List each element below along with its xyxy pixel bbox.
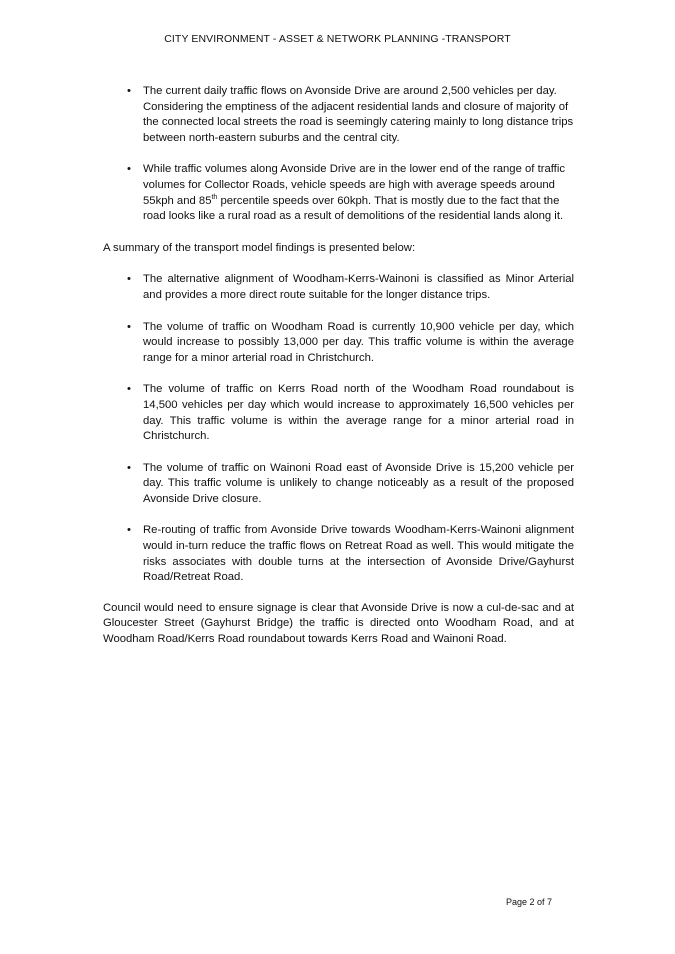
bullet-icon: • (127, 524, 131, 537)
summary-intro: A summary of the transport model findings is presented below: (103, 241, 416, 254)
list-item-text: The volume of traffic on Wainoni Road east of Avonside Drive is 15,200 vehicle per day. This traffic volume is unlikely to change noticeably as a result of the proposed Avonside Drive closure. (143, 461, 574, 505)
list-item-text-part: While traffic volumes along Avonside Drive are in the lower end of the range of traffic volumes for Collector Roads, vehicle speeds are high with average speeds around 55kph and 85 (143, 163, 565, 207)
document-body (103, 84, 574, 648)
list-item-text: Re-routing of traffic from Avonside Drive towards Woodham-Kerrs-Wainoni alignment would in-turn reduce the traffic flows on Retreat Road as well. This would mitigate the risks associates with double turns at the intersection of Avonside Drive/Gayhurst Road/Retreat Road. (143, 524, 574, 584)
list-item (103, 84, 574, 146)
list-item (103, 523, 574, 585)
list-item (103, 320, 574, 367)
bullet-icon: • (127, 85, 131, 97)
bullet-icon: • (127, 163, 131, 176)
bullet-icon: • (127, 273, 131, 286)
bullet-list-findings (103, 272, 574, 586)
list-item-text: The volume of traffic on Woodham Road is currently 10,900 vehicle per day, which would increase to possibly 13,000 per day. This traffic volume is within the average range for a minor arterial road in Christchurch. (143, 320, 574, 364)
list-item-text: The alternative alignment of Woodham-Kerrs-Wainoni is classified as Minor Arterial and provides a more direct route suitable for the longer distance trips. (143, 273, 574, 301)
bullet-icon: • (127, 320, 131, 333)
superscript: th (211, 193, 218, 201)
list-item-text-part: percentile speeds over 60kph. That is mostly due to the fact that the road looks like a rural road as a result of demolitions of the residential lands along it. (143, 194, 564, 223)
list-item-text: The volume of traffic on Kerrs Road north of the Woodham Road roundabout is 14,500 vehicles per day which would increase to approximately 16,500 vehicles per day. This traffic volume is within the average range for a minor arterial road in Christchurch. (143, 383, 574, 443)
list-item (103, 382, 574, 444)
list-item (103, 272, 574, 303)
bullet-list-traffic-context (103, 84, 574, 225)
list-item-text: The current daily traffic flows on Avonside Drive are around 2,500 vehicles per day. Considering the emptiness of the adjacent residential lands and closure of majority of the connected local streets the road is seemingly catering mainly to long distance trips between north-eastern suburbs and the central city. (143, 85, 574, 144)
closing-paragraph: Council would need to ensure signage is clear that Avonside Drive is now a cul-de-sac and at Gloucester Street (Gayhurst Bridge) the traffic is directed onto Woodham Road, and at Woodham Road/Kerrs Road roundabout towards Kerrs Road and Wainoni Road. (103, 601, 574, 646)
page-header: CITY ENVIRONMENT - ASSET & NETWORK PLANNING -TRANSPORT (164, 33, 511, 45)
page-number: Page 2 of 7 (506, 897, 553, 907)
list-item (103, 461, 574, 508)
list-item-text (143, 163, 565, 222)
bullet-icon: • (127, 383, 131, 396)
list-item (103, 162, 574, 224)
bullet-icon: • (127, 461, 131, 474)
